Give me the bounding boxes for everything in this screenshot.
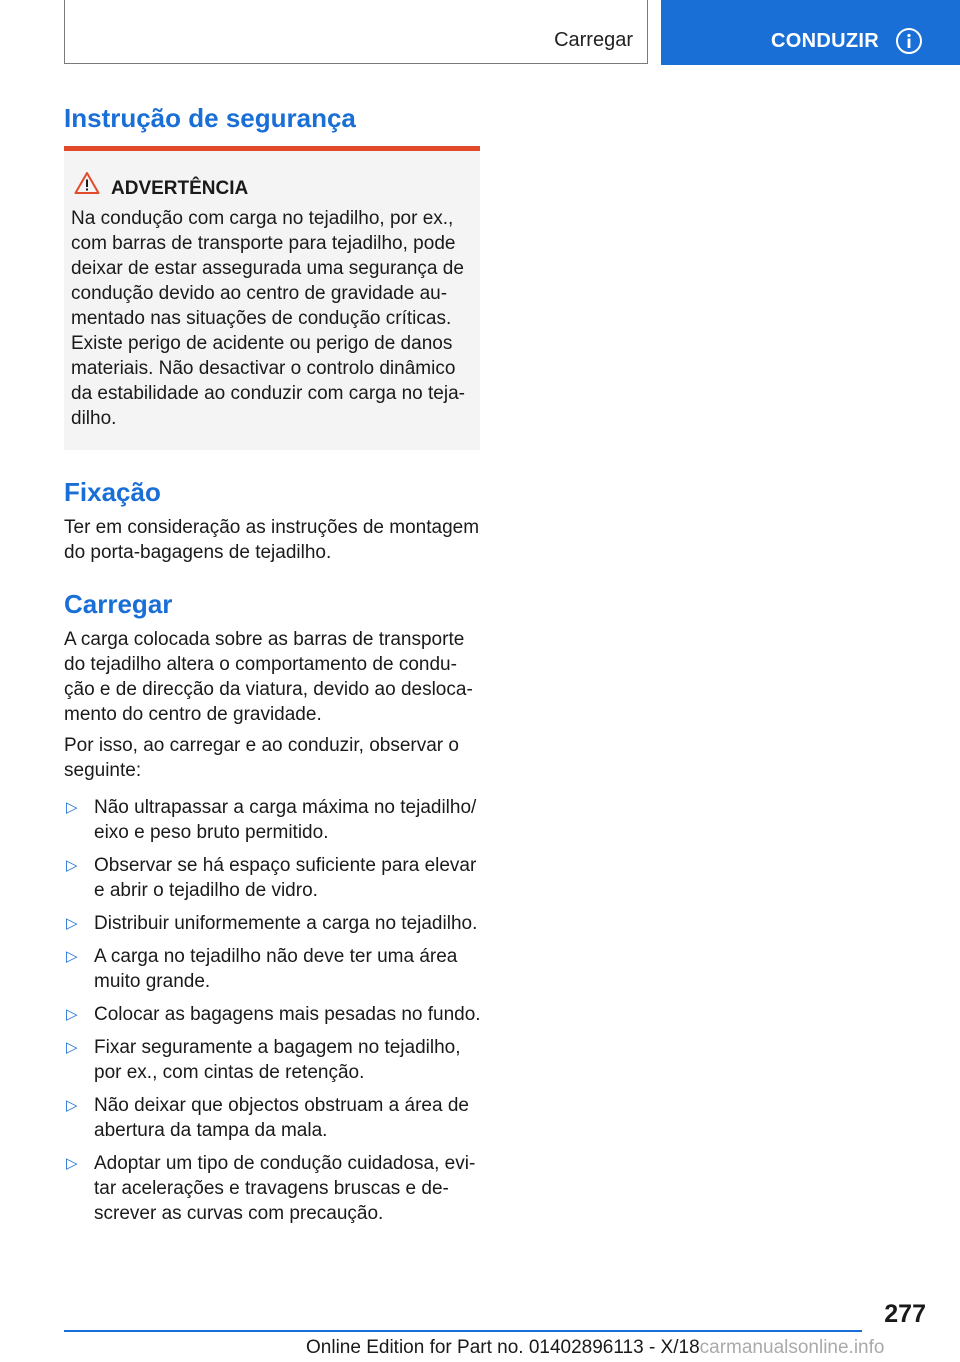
list-item-text: Observar se há espaço suficiente para elevar e abrir o tejadilho de vidro. (94, 855, 477, 901)
list-item (64, 795, 484, 845)
loading-text-1: A carga colocada sobre as barras de transporte do tejadilho altera o comportamento de condução e de direcção da viatura, devido ao deslocamento do centro de gravidade. (64, 629, 473, 725)
fixing-heading: Fixação (64, 477, 161, 507)
bullet-triangle-icon: ▷ (66, 948, 78, 965)
footer-edition: Online Edition for Part no. 01402896113 - X/18 (306, 1337, 700, 1358)
list-item-text: A carga no tejadilho não deve ter uma área muito grande. (94, 946, 458, 992)
list-item-text: Colocar as bagagens mais pesadas no fundo. (94, 1004, 481, 1025)
list-item (64, 911, 484, 936)
loading-bullet-list (64, 795, 484, 1234)
warning-box (64, 146, 480, 450)
loading-text-2: Por isso, ao carregar e ao conduzir, observar o seguinte: (64, 735, 459, 781)
list-item (64, 1035, 484, 1085)
list-item (64, 944, 484, 994)
bullet-triangle-icon: ▷ (66, 1039, 78, 1056)
footer-watermark[interactable]: carmanualsonline.info (699, 1337, 885, 1358)
list-item-text: Não ultrapassar a carga máxima no tejadilho/ eixo e peso bruto permitido. (94, 797, 477, 843)
list-item (64, 1002, 484, 1027)
warning-title: ADVERTÊNCIA (111, 178, 249, 199)
safety-heading: Instrução de segurança (64, 103, 356, 133)
list-item (64, 1151, 484, 1226)
header-chapter-label: CONDUZIR (771, 30, 879, 52)
bullet-triangle-icon: ▷ (66, 1006, 78, 1023)
warning-text: Na condução com carga no tejadilho, por ex., com barras de transporte para tejadilho, pode deixar de estar assegurada uma segurança de condução devido ao centro de gravidade aumentado nas situações de condução críticas. Existe perigo de acidente ou perigo de danos materiais. Não desactivar o controlo dinâmico da estabilidade ao conduzir com carga no tejadilho. (71, 208, 465, 429)
bullet-triangle-icon: ▷ (66, 915, 78, 932)
list-item (64, 1093, 484, 1143)
fixing-text: Ter em consideração as instruções de montagem do porta-bagagens de tejadilho. (64, 517, 480, 563)
bullet-triangle-icon: ▷ (66, 799, 78, 816)
header-section-label: Carregar (554, 29, 633, 51)
header-section-box (64, 0, 648, 64)
footer-edition-line (306, 1337, 884, 1359)
list-item (64, 853, 484, 903)
bullet-triangle-icon: ▷ (66, 1097, 78, 1114)
list-item-text: Fixar seguramente a bagagem no tejadilho, por ex., com cintas de retenção. (94, 1037, 461, 1083)
bullet-triangle-icon: ▷ (66, 1155, 78, 1172)
list-item-text: Adoptar um tipo de condução cuidadosa, evitar acelerações e travagens bruscas e descrever as curvas com precaução. (94, 1153, 476, 1224)
list-item-text: Não deixar que objectos obstruam a área de abertura da tampa da mala. (94, 1095, 469, 1141)
info-circle-icon[interactable] (895, 27, 923, 55)
list-item-text: Distribuir uniformemente a carga no tejadilho. (94, 913, 478, 934)
header-chapter-tab[interactable] (661, 0, 960, 65)
page-number: 277 (884, 1300, 926, 1328)
loading-heading: Carregar (64, 589, 173, 619)
footer-divider (64, 1330, 862, 1332)
bullet-triangle-icon: ▷ (66, 857, 78, 874)
warning-triangle-icon (74, 171, 100, 195)
